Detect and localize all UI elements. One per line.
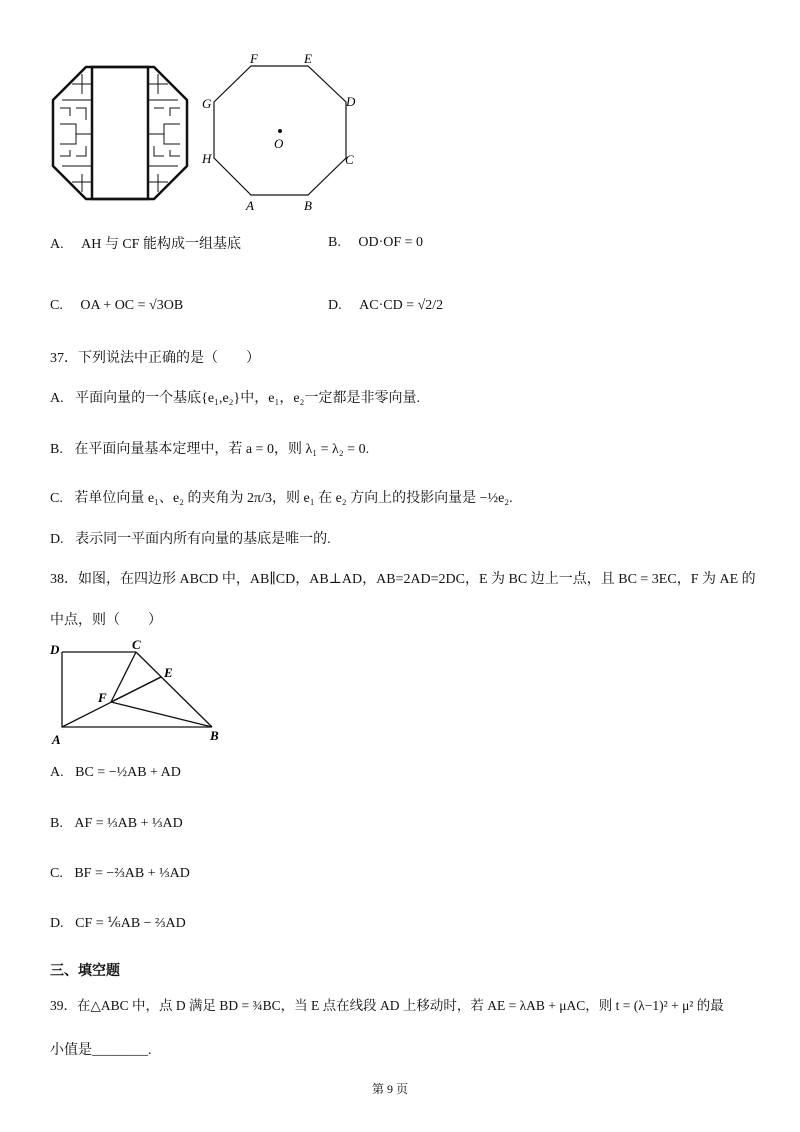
option-text: AH 与 CF 能构成一组基底 bbox=[81, 237, 241, 252]
q38-option-d bbox=[50, 915, 186, 933]
octagon-window-figure bbox=[50, 64, 192, 204]
option-text: BF = −⅔AB + ⅓AD bbox=[74, 866, 190, 881]
option-label: C. bbox=[50, 298, 63, 313]
vertex-label-c: C bbox=[345, 152, 354, 167]
octagon-abcdefgh-figure bbox=[196, 50, 366, 218]
q38-option-c bbox=[50, 865, 190, 883]
q37-option-a bbox=[50, 390, 420, 408]
option-text: CF = ⅙AB − ⅔AD bbox=[75, 916, 186, 931]
vertex-label-b: B bbox=[304, 198, 312, 213]
option-label: C. bbox=[50, 491, 63, 506]
option-text: OA + OC = √3OB bbox=[80, 298, 184, 313]
vertex-label-e: E bbox=[304, 51, 312, 66]
option-text: OD·OF = 0 bbox=[358, 235, 424, 250]
option-text: 表示同一平面内所有向量的基底是唯一的. bbox=[75, 532, 331, 547]
vertex-label-g: G bbox=[202, 96, 212, 111]
q36-option-b bbox=[328, 234, 423, 252]
section-heading: 三、填空题 bbox=[50, 964, 120, 979]
q39-stem-line1: 39．在△ABC 中，点 D 满足 BD = ¾BC，当 E 点在线段 AD 上移动时，若 AE = λAB + μAC，则 t = (λ−1)² + μ² 的最 bbox=[50, 998, 724, 1013]
option-label: B. bbox=[50, 442, 63, 457]
q37-option-c bbox=[50, 490, 513, 508]
q39-stem-line2: 小值是________. bbox=[50, 1043, 152, 1058]
point-label-b: B bbox=[210, 728, 219, 743]
center-label-o: O bbox=[274, 136, 284, 151]
q36-option-c bbox=[50, 297, 183, 315]
vertex-label-f: F bbox=[250, 51, 258, 66]
q37-option-d bbox=[50, 531, 331, 549]
q38-stem-line2: 中点，则（ ） bbox=[50, 613, 162, 628]
option-label: A. bbox=[50, 391, 64, 406]
vertex-label-h: H bbox=[202, 151, 212, 166]
page-number: 第 9 页 bbox=[372, 1082, 409, 1096]
point-label-e: E bbox=[164, 665, 173, 680]
option-label: A. bbox=[50, 765, 64, 780]
option-label: D. bbox=[50, 532, 64, 547]
option-text: 若单位向量 e₁、e₂ 的夹角为 2π/3，则 e₁ 在 e₂ 方向上的投影向量是 −½e₂. bbox=[74, 491, 513, 506]
point-label-d: D bbox=[50, 642, 60, 657]
vertex-label-a: A bbox=[246, 198, 254, 213]
q37-stem: 37．下列说法中正确的是（ ） bbox=[50, 351, 260, 366]
option-text: AF = ⅓AB + ⅓AD bbox=[74, 816, 183, 831]
q38-stem-line1: 38．如图，在四边形 ABCD 中，AB∥CD，AB⊥AD，AB=2AD=2DC，E 为 BC 边上一点，且 BC = 3EC，F 为 AE 的 bbox=[50, 572, 756, 587]
point-label-f: F bbox=[98, 690, 107, 705]
option-label: B. bbox=[50, 816, 63, 831]
q36-option-d bbox=[328, 297, 443, 315]
option-label: D. bbox=[328, 298, 342, 313]
q36-option-a bbox=[50, 236, 241, 254]
q37-option-b bbox=[50, 441, 369, 459]
q38-option-b bbox=[50, 815, 183, 833]
vertex-label-d: D bbox=[346, 94, 356, 109]
option-text: 平面向量的一个基底{e₁,e₂}中，e₁，e₂一定都是非零向量. bbox=[75, 391, 420, 406]
option-label: C. bbox=[50, 866, 63, 881]
option-label: A. bbox=[50, 237, 64, 252]
point-label-c: C bbox=[132, 637, 141, 652]
q38-option-a bbox=[50, 764, 181, 782]
option-label: D. bbox=[50, 916, 64, 931]
option-text: 在平面向量基本定理中，若 a = 0，则 λ₁ = λ₂ = 0. bbox=[74, 442, 370, 457]
option-text: AC·CD = √2/2 bbox=[359, 298, 444, 313]
quadrilateral-abcd-figure bbox=[48, 636, 238, 748]
option-text: BC = −½AB + AD bbox=[75, 765, 181, 780]
point-label-a: A bbox=[52, 732, 61, 747]
option-label: B. bbox=[328, 235, 341, 250]
